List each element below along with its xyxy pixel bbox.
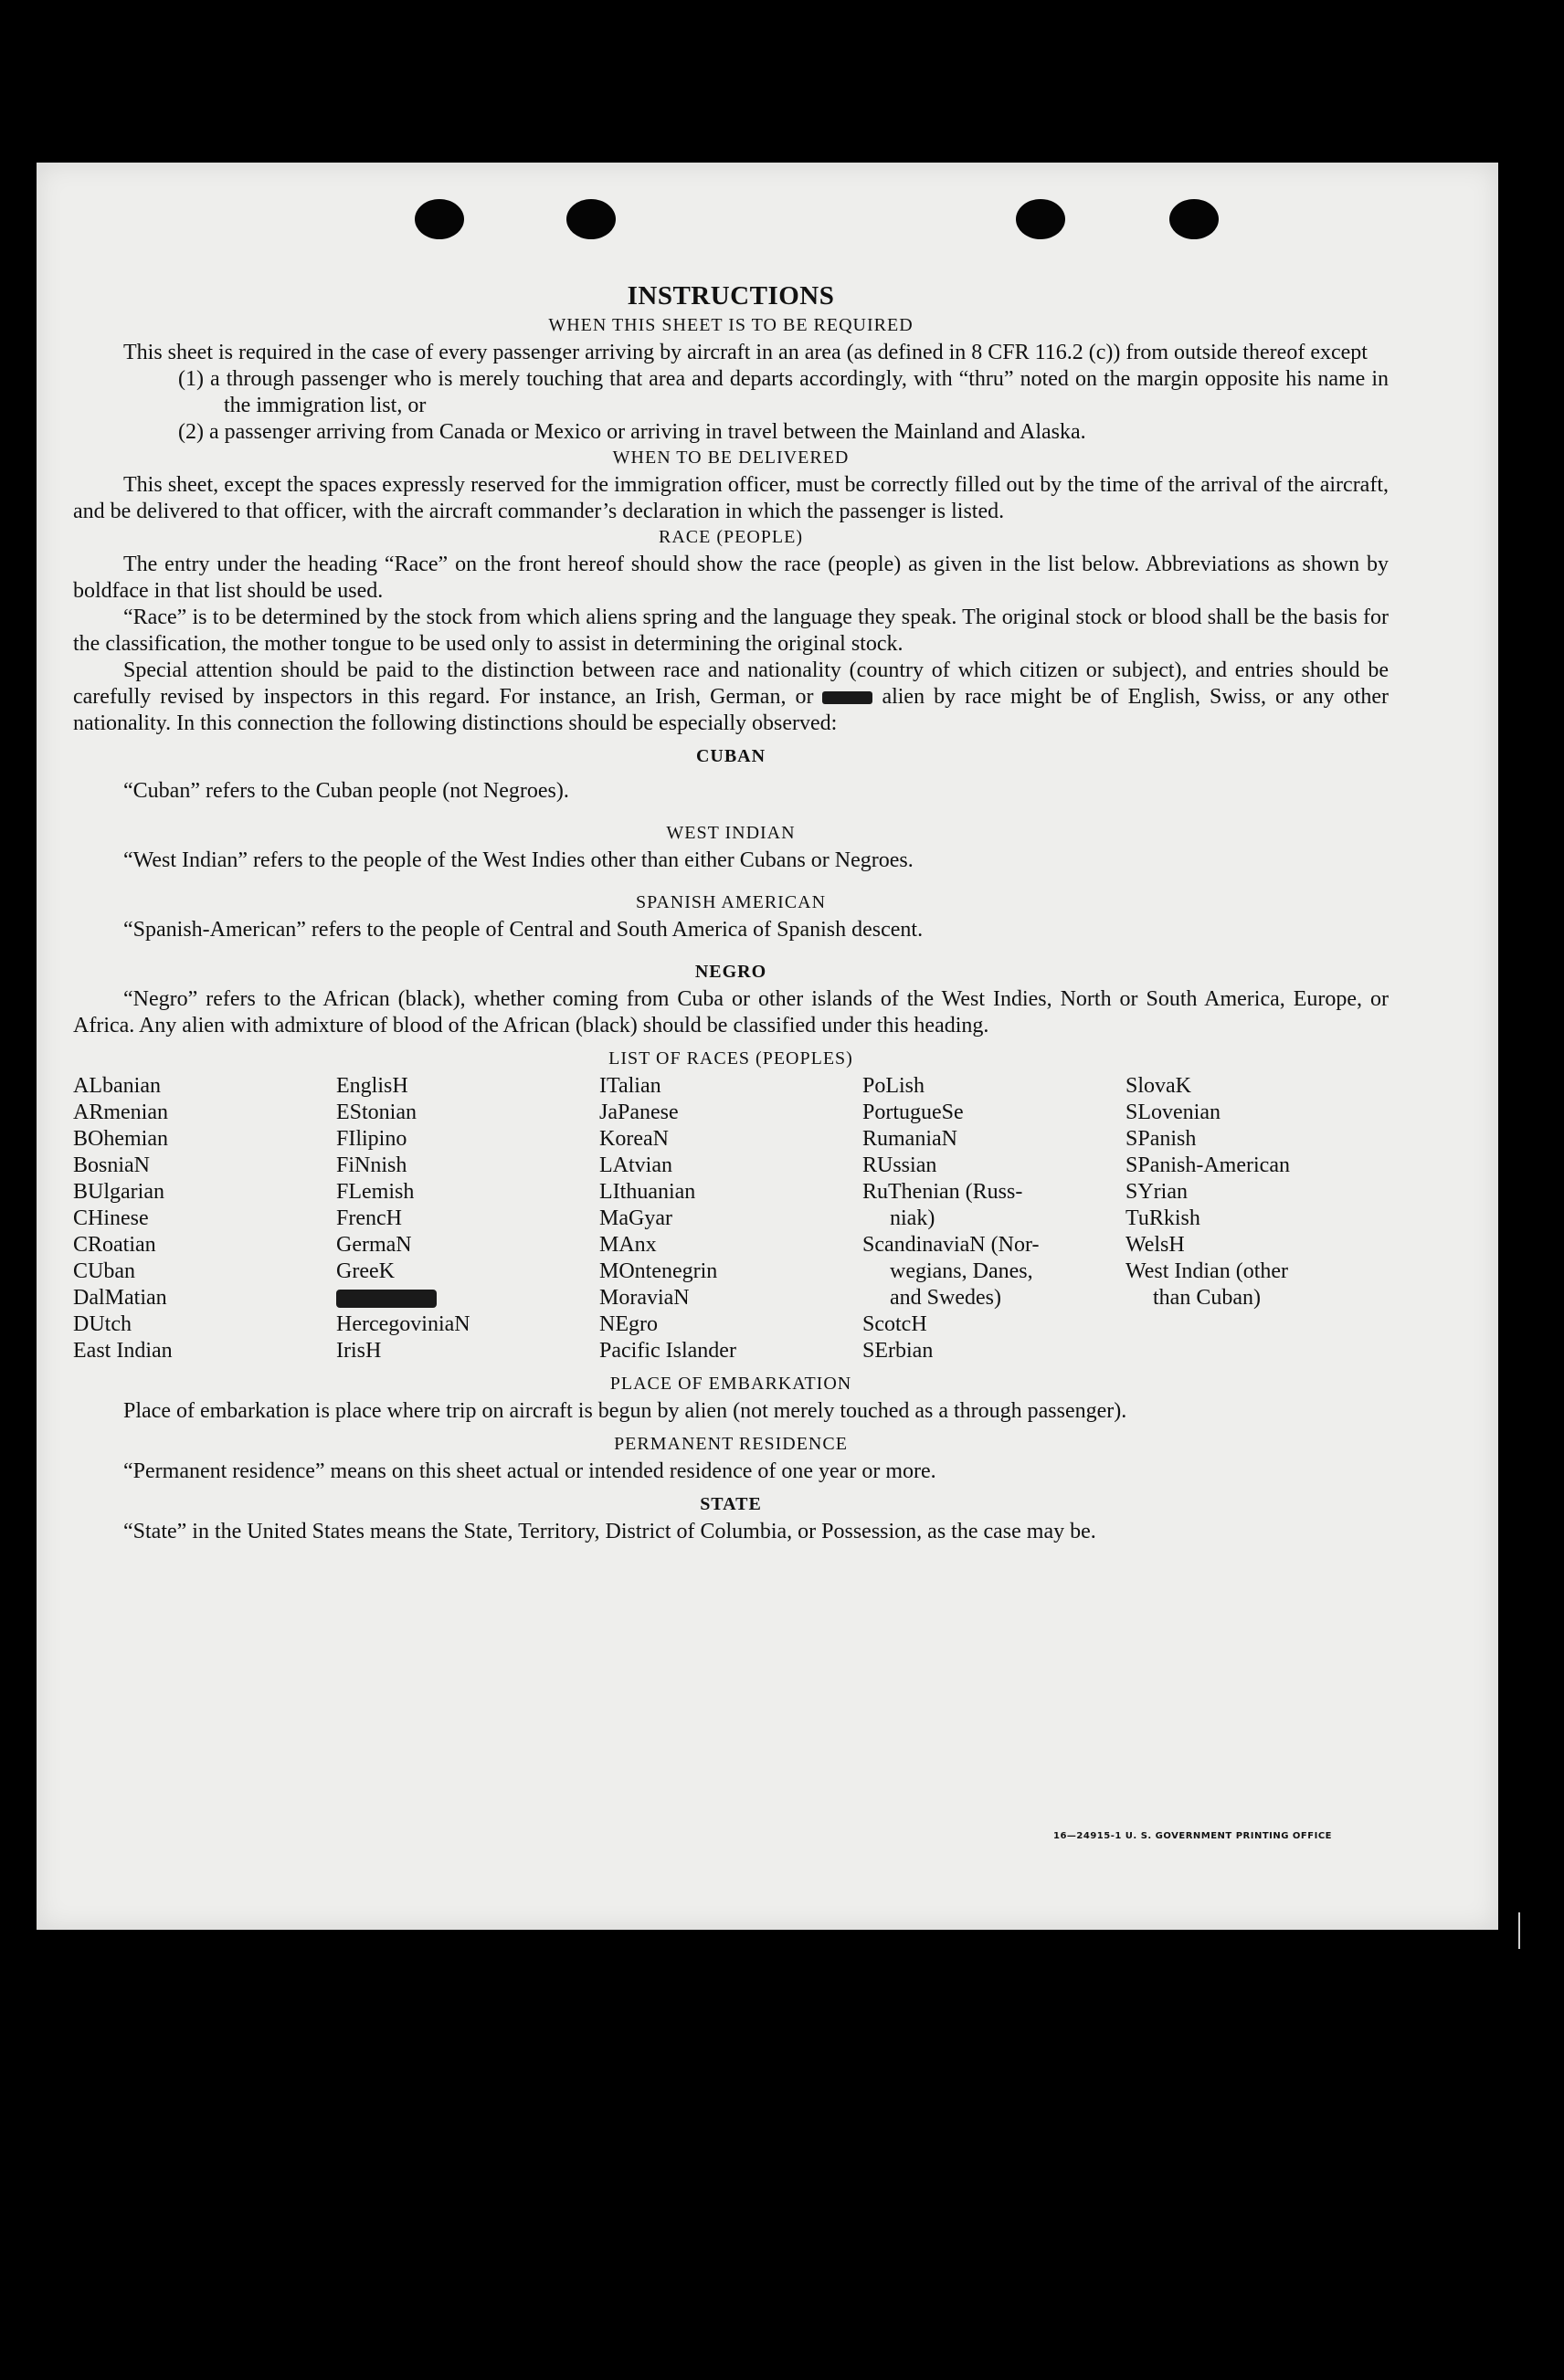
race-item: FLemish	[336, 1180, 415, 1204]
punch-hole	[566, 199, 616, 239]
race-item-continuation: than Cuban)	[1153, 1286, 1261, 1310]
text-delivered: This sheet, except the spaces expressly reserved for the immigration officer, must be correctly filled out by the time of the arrival of the aircraft, and be delivered to that officer, with the aircraft commander’s declaration in which the passenger is listed.	[73, 473, 1389, 523]
race-item: JaPanese	[599, 1100, 679, 1124]
race-item: EStonian	[336, 1100, 417, 1124]
printer-code: 16—24915-1 U. S. GOVERNMENT PRINTING OFFICE	[1053, 1831, 1332, 1841]
scan-edge-mark	[1518, 1912, 1529, 1949]
text-state: “State” in the United States means the State, Territory, District of Columbia, or Possession, as the case may be.	[123, 1520, 1096, 1543]
race-item: RuThenian (Russ-	[862, 1180, 1023, 1204]
text-required: This sheet is required in the case of every passenger arriving by aircraft in an area (as defined in 8 CFR 116.2 (c)) from outside thereof except	[123, 341, 1368, 364]
race-item: FrencH	[336, 1206, 402, 1230]
heading-negro: NEGRO	[694, 962, 767, 982]
race-item: WelsH	[1125, 1233, 1185, 1257]
race-item: GreeK	[336, 1259, 395, 1283]
race-item-continuation: wegians, Danes,	[890, 1259, 1033, 1283]
race-item: CRoatian	[73, 1233, 156, 1257]
exception-item-1: (1) a through passenger who is merely touching that area and departs accordingly, with “thru” noted on the margin opposite his name in the immigration list, or	[178, 367, 1389, 417]
race-item: CHinese	[73, 1206, 149, 1230]
heading-list-of-races: LIST OF RACES (PEOPLES)	[608, 1048, 853, 1069]
race-item: ITalian	[599, 1074, 661, 1098]
races-column-2	[336, 1073, 599, 1364]
race-item: ScotcH	[862, 1312, 927, 1336]
race-item: MOntenegrin	[599, 1259, 718, 1283]
document-content	[73, 281, 1389, 1545]
race-item: West Indian (other	[1125, 1259, 1289, 1283]
punch-hole	[1016, 199, 1065, 239]
punch-hole	[1169, 199, 1219, 239]
heading-required: WHEN THIS SHEET IS TO BE REQUIRED	[548, 315, 914, 335]
race-item: PoLish	[862, 1074, 925, 1098]
race-item: LAtvian	[599, 1153, 672, 1177]
heading-west-indian: WEST INDIAN	[666, 823, 796, 843]
race-item: SLovenian	[1125, 1100, 1221, 1124]
race-item: PortugueSe	[862, 1100, 964, 1124]
redaction-mark	[822, 691, 872, 704]
heading-delivered: WHEN TO BE DELIVERED	[612, 448, 850, 468]
heading-race: RACE (PEOPLE)	[659, 527, 803, 547]
heading-residence: PERMANENT RESIDENCE	[614, 1434, 848, 1454]
race-item: Pacific Islander	[599, 1339, 736, 1363]
race-item: NEgro	[599, 1312, 658, 1336]
text-residence: “Permanent residence” means on this sheet actual or intended residence of one year or more.	[123, 1459, 936, 1483]
race-item: MoraviaN	[599, 1286, 690, 1310]
race-item-redacted	[336, 1285, 599, 1311]
text-race-3a: Special attention should be paid to the distinction between race and nationality (country of which citizen or subject), and entries should be carefully revised by inspectors in this regard. For instance, an Irish, German, or	[73, 658, 1389, 709]
race-item: RUssian	[862, 1153, 937, 1177]
text-race-3	[73, 658, 1389, 737]
heading-state: STATE	[700, 1494, 762, 1514]
race-item: MAnx	[599, 1233, 657, 1257]
race-item: GermaN	[336, 1233, 412, 1257]
race-item: TuRkish	[1125, 1206, 1200, 1230]
race-item: ALbanian	[73, 1074, 161, 1098]
race-item: MaGyar	[599, 1206, 672, 1230]
exception-item-2: (2) a passenger arriving from Canada or Mexico or arriving in travel between the Mainland and Alaska.	[178, 420, 1086, 444]
race-item: CUban	[73, 1259, 135, 1283]
race-item: DUtch	[73, 1312, 132, 1336]
race-item: EnglisH	[336, 1074, 408, 1098]
race-item: HercegoviniaN	[336, 1312, 470, 1336]
heading-cuban: CUBAN	[695, 746, 766, 766]
document-title: INSTRUCTIONS	[627, 281, 835, 311]
race-item: SYrian	[1125, 1180, 1188, 1204]
race-item: BosniaN	[73, 1153, 150, 1177]
race-item: FiNnish	[336, 1153, 407, 1177]
text-race-2: “Race” is to be determined by the stock from which aliens spring and the language they speak. The original stock or blood shall be the basis for the classification, the mother tongue to be used only to assist in determining the original stock.	[73, 606, 1389, 656]
text-west-indian: “West Indian” refers to the people of the West Indies other than either Cubans or Negroes.	[123, 848, 914, 872]
race-item-continuation: niak)	[890, 1206, 935, 1230]
race-item: FIlipino	[336, 1127, 407, 1151]
races-column-1	[73, 1073, 336, 1364]
race-item: ARmenian	[73, 1100, 168, 1124]
race-item: SlovaK	[1125, 1074, 1191, 1098]
heading-embarkation: PLACE OF EMBARKATION	[609, 1374, 852, 1394]
heading-spanish-american: SPANISH AMERICAN	[635, 892, 827, 912]
race-item-continuation: and Swedes)	[890, 1286, 1001, 1310]
document-page	[37, 163, 1498, 1930]
race-item: East Indian	[73, 1339, 173, 1363]
races-column-5	[1125, 1073, 1389, 1364]
race-item: ScandinaviaN (Nor-	[862, 1233, 1040, 1257]
race-item: KoreaN	[599, 1127, 669, 1151]
race-item: RumaniaN	[862, 1127, 957, 1151]
races-list	[73, 1073, 1389, 1364]
race-item: SErbian	[862, 1339, 934, 1363]
text-spanish-american: “Spanish-American” refers to the people of Central and South America of Spanish descent.	[123, 918, 924, 942]
redaction-mark	[336, 1290, 437, 1308]
races-column-3	[599, 1073, 862, 1364]
text-race-1: The entry under the heading “Race” on the front hereof should show the race (people) as given in the list below. Abbreviations as shown by boldface in that list should be used.	[73, 553, 1389, 603]
race-item: LIthuanian	[599, 1180, 696, 1204]
race-item: BOhemian	[73, 1127, 168, 1151]
race-item: DalMatian	[73, 1286, 167, 1310]
race-item: IrisH	[336, 1339, 382, 1363]
text-race-3b: alien by race might be of English, Swiss, or any other nationality. In this connection the following distinctions should be especially observed:	[73, 685, 1389, 735]
punch-hole	[415, 199, 464, 239]
races-column-4	[862, 1073, 1125, 1364]
text-embarkation: Place of embarkation is place where trip on aircraft is begun by alien (not merely touched as a through passenger).	[123, 1399, 1127, 1423]
race-item: SPanish	[1125, 1127, 1197, 1151]
text-cuban: “Cuban” refers to the Cuban people (not Negroes).	[123, 779, 569, 803]
race-item: BUlgarian	[73, 1180, 164, 1204]
text-negro: “Negro” refers to the African (black), whether coming from Cuba or other islands of the West Indies, North or South America, Europe, or Africa. Any alien with admixture of blood of the African (black) should be classified under this heading.	[73, 987, 1389, 1037]
race-item: SPanish-American	[1125, 1153, 1290, 1177]
